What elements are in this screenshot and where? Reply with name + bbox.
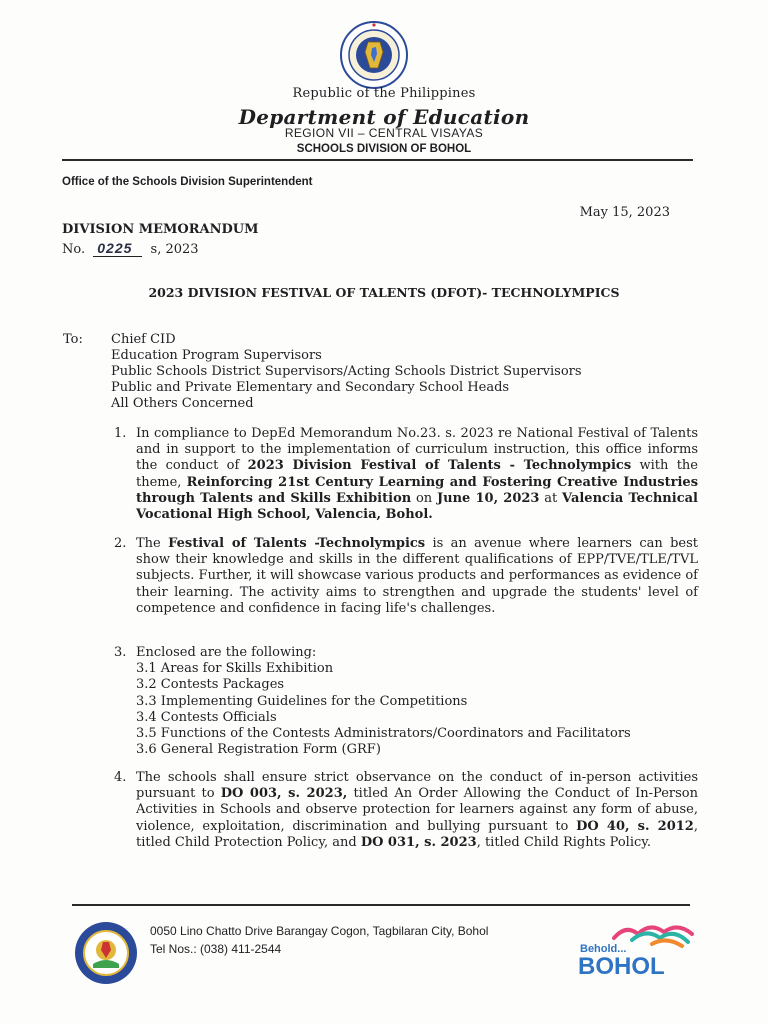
enclosure-list — [136, 661, 698, 758]
region-heading: REGION VII – CENTRAL VISAYAS — [284, 126, 484, 140]
memo-number: 0225 — [93, 240, 142, 257]
footer-contact — [150, 922, 488, 958]
memo-series: s, 2023 — [150, 242, 199, 257]
paragraph-number: 2. — [114, 536, 127, 551]
footer-divider — [72, 904, 690, 906]
text-run: on — [411, 490, 437, 506]
enclosure-item: 3.3 Implementing Guidelines for the Competitions — [136, 693, 468, 709]
bold-text-run: DO 40, s. 2012 — [576, 818, 694, 834]
bold-text-run: Festival of Talents -Technolympics — [168, 536, 426, 551]
paragraph-body — [136, 426, 698, 523]
paragraph-4 — [114, 770, 698, 851]
recipient-item: Public and Private Elementary and Secondary School Heads — [111, 380, 510, 395]
logo-tagline: Behold... — [580, 943, 627, 955]
bold-text-run: Valencia Technical Vocational High School, Valencia, Bohol. — [136, 490, 698, 523]
enclosure-item: 3.1 Areas for Skills Exhibition — [136, 661, 334, 677]
memo-title: DIVISION MEMORANDUM — [62, 222, 259, 237]
bold-text-run: DO 031, s. 2023 — [360, 834, 477, 850]
paragraph-2 — [114, 536, 698, 617]
to-label: To: — [63, 332, 83, 347]
paragraph-body — [136, 536, 698, 617]
text-run: titled An Order Allowing the Conduct of In-Person Activities in Schools and observe protection for learners against any form of abuse, violence, exploitation, discrimination and bullying pursuant to — [136, 786, 698, 834]
text-run: In compliance to DepEd Memorandum No.23. s. 2023 re National Festival of Talents and in support to the implementation of curriculum instruction, this office informs the conduct of — [136, 426, 698, 474]
recipient-list — [111, 332, 582, 412]
enclosure-item: 3.5 Functions of the Contests Administrators/Coordinators and Facilitators — [136, 726, 631, 742]
paragraph-1 — [114, 426, 698, 523]
recipient-item: All Others Concerned — [111, 396, 254, 411]
memo-no-prefix: No. — [62, 242, 86, 257]
paragraph-intro: Enclosed are the following: — [136, 645, 317, 660]
division-heading: SCHOOLS DIVISION OF BOHOL — [296, 143, 472, 155]
text-run: with the theme, — [136, 458, 698, 490]
paragraph-body — [136, 770, 698, 851]
paragraph-3 — [114, 645, 698, 758]
office-name: Office of the Schools Division Superintendent — [62, 176, 313, 188]
recipient-item: Public Schools District Supervisors/Acting Schools District Supervisors — [111, 364, 582, 379]
text-run: The schools shall ensure strict observance on the conduct of in-person activities pursuant to — [136, 770, 698, 802]
text-run: The — [136, 536, 169, 551]
deped-seal-icon — [339, 20, 409, 90]
paragraph-number: 4. — [114, 770, 127, 785]
bold-text-run: Reinforcing 21st Century Learning and Fostering Creative Industries through Talents and Skills Exhibition — [136, 474, 699, 506]
enclosure-item: 3.6 General Registration Form (GRF) — [136, 742, 381, 758]
enclosure-item: 3.2 Contests Packages — [136, 677, 285, 693]
memo-subject: 2023 DIVISION FESTIVAL OF TALENTS (DFOT)- TECHNOLYMPICS — [148, 285, 620, 300]
memo-date: May 15, 2023 — [579, 205, 670, 220]
bold-text-run: 2023 Division Festival of Talents - Technolympics — [247, 458, 632, 474]
header-divider — [62, 159, 693, 161]
paragraph-number: 1. — [114, 426, 127, 441]
republic-heading: Republic of the Philippines — [292, 86, 476, 101]
memo-number-line — [62, 240, 199, 257]
text-run: , titled Child Protection Policy, and — [136, 818, 698, 850]
department-heading: Department of Education — [238, 105, 530, 129]
enclosure-item: 3.4 Contests Officials — [136, 709, 277, 725]
text-run: is an avenue where learners can best show their knowledge and skills in the different qualifications of EPP/TVE/TLE/TVL subjects. Further, it will showcase various products and performances as evidence of their learning. The activity aims to strengthen and upgrade the students' level of competence and confidence in facing life's challenges. — [136, 536, 699, 616]
recipient-item: Chief CID — [111, 332, 176, 347]
paragraph-number: 3. — [114, 645, 127, 660]
text-run: at — [539, 490, 563, 506]
bold-text-run: June 10, 2023 — [436, 490, 540, 506]
division-seal-icon — [73, 920, 139, 986]
footer-telephone: Tel Nos.: (038) 411-2544 — [150, 942, 282, 956]
bold-text-run: DO 003, s. 2023, — [220, 786, 348, 802]
recipient-item: Education Program Supervisors — [111, 348, 322, 363]
behold-bohol-logo-icon — [574, 918, 700, 978]
text-run: , titled Child Rights Policy. — [476, 834, 652, 850]
logo-wordmark: BOHOL — [578, 953, 665, 978]
footer-address: 0050 Lino Chatto Drive Barangay Cogon, Tagbilaran City, Bohol — [150, 924, 489, 938]
